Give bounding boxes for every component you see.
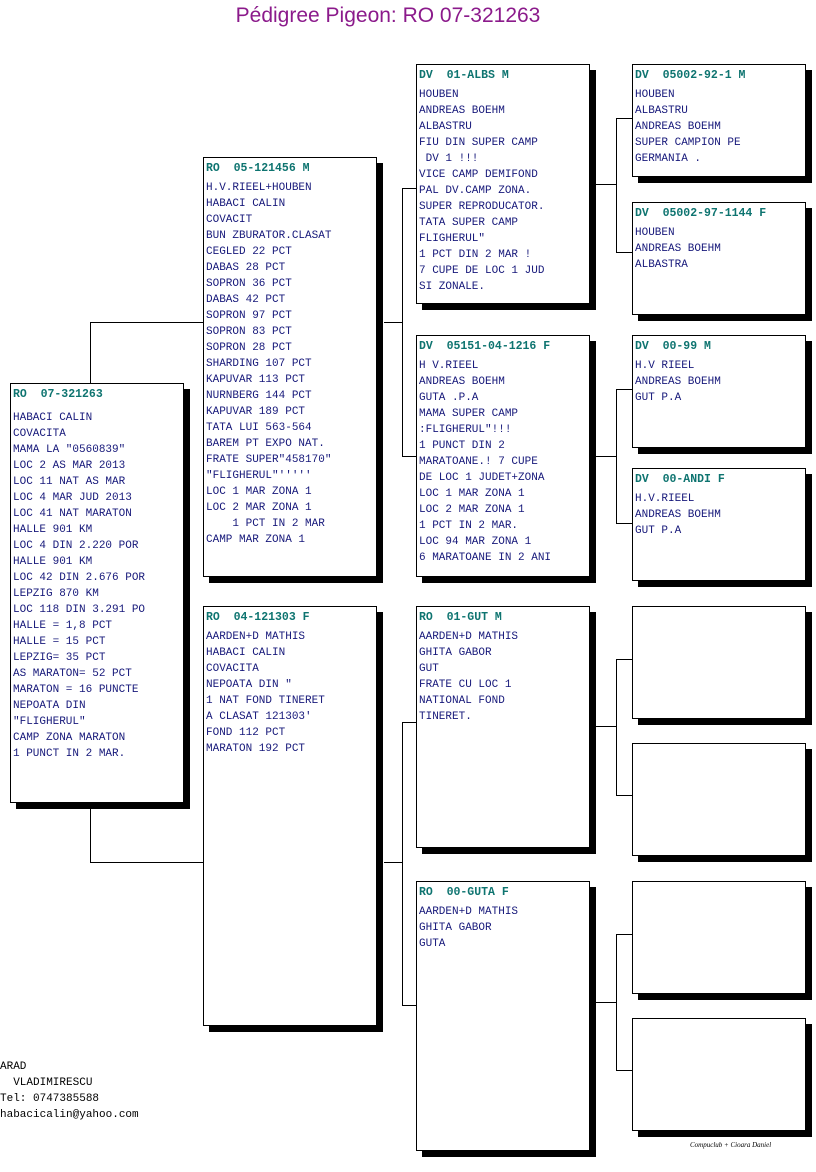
text-line: LOC 11 NAT AS MAR: [13, 476, 126, 488]
text-line: FOND 112 PCT: [206, 727, 286, 739]
text-line: FRATE CU LOC 1: [419, 679, 512, 691]
text-line: LOC 94 MAR ZONA 1: [419, 536, 532, 548]
text-line: LOC 118 DIN 3.291 PO: [13, 604, 146, 616]
text-line: BUN ZBURATOR.CLASAT: [206, 230, 332, 242]
empty-pigeon-card: [632, 881, 806, 994]
text-line: LEPZIG= 35 PCT: [13, 652, 106, 664]
connector: [616, 659, 617, 795]
text-line: FRATE SUPER"458170": [206, 454, 332, 466]
ring-number: DV 00-99 M: [635, 340, 711, 353]
connector: [90, 322, 204, 323]
ring-number: DV 05002-97-1144 F: [635, 207, 767, 220]
text-line: A CLASAT 121303': [206, 711, 312, 723]
text-line: PAL DV.CAMP ZONA.: [419, 185, 532, 197]
page-title: Pédigree Pigeon: RO 07-321263: [235, 4, 541, 27]
text-line: AARDEN+D MATHIS: [419, 631, 519, 643]
text-line: COVACIT: [206, 214, 253, 226]
pigeon-notes: [635, 358, 804, 406]
text-line: GHITA GABOR: [419, 922, 492, 934]
text-line: CEGLED 22 PCT: [206, 246, 292, 258]
connector: [90, 862, 204, 863]
ring-number: DV 00-ANDI F: [635, 473, 725, 486]
text-line: LOC 42 DIN 2.676 POR: [13, 572, 146, 584]
dam-dam-card: [416, 881, 590, 1151]
text-line: GUTA: [419, 938, 446, 950]
text-line: "FLIGHERUL": [13, 716, 86, 728]
connector: [90, 322, 91, 384]
text-line: HALLE = 15 PCT: [13, 636, 106, 648]
text-line: 6 MARATOANE IN 2 ANI: [419, 552, 552, 564]
text-line: H.V.RIEEL: [635, 493, 695, 505]
text-line: 1 PCT IN 2 MAR.: [419, 520, 519, 532]
text-line: TINERET.: [419, 711, 472, 723]
connector: [616, 389, 617, 523]
text-line: SOPRON 83 PCT: [206, 326, 292, 338]
text-line: ARAD: [0, 1061, 27, 1073]
text-line: NURNBERG 144 PCT: [206, 390, 312, 402]
text-line: DABAS 42 PCT: [206, 294, 286, 306]
subject-pigeon-card: [10, 383, 184, 803]
text-line: KAPUVAR 113 PCT: [206, 374, 306, 386]
connector: [616, 934, 617, 1070]
text-line: DABAS 28 PCT: [206, 262, 286, 274]
sire-dam-card: [416, 335, 590, 577]
great-grandparent-card: [632, 202, 806, 315]
text-line: DE LOC 1 JUDET+ZONA: [419, 472, 545, 484]
text-line: GUT: [419, 663, 439, 675]
sire-sire-card: [416, 64, 590, 304]
text-line: ALBASTRA: [635, 259, 688, 271]
text-line: VLADIMIRESCU: [0, 1077, 93, 1089]
connector: [596, 1002, 616, 1003]
text-line: CAMP MAR ZONA 1: [206, 534, 306, 546]
pigeon-notes: [635, 225, 804, 273]
text-line: SOPRON 28 PCT: [206, 342, 292, 354]
pigeon-notes: [206, 180, 375, 548]
dam-card: [203, 606, 377, 1026]
text-line: HOUBEN: [635, 89, 675, 101]
software-credit: Compuclub + Cioara Daniel: [690, 1141, 772, 1149]
text-line: habacicalin@yahoo.com: [0, 1109, 139, 1121]
empty-pigeon-card: [632, 743, 806, 856]
connector: [616, 252, 633, 253]
pigeon-notes: [419, 629, 588, 725]
owner-contact: [0, 1059, 139, 1123]
text-line: MARATOANE.! 7 CUPE: [419, 456, 538, 468]
text-line: GHITA GABOR: [419, 647, 492, 659]
text-line: SOPRON 97 PCT: [206, 310, 292, 322]
text-line: HABACI CALIN: [206, 647, 286, 659]
text-line: COVACITA: [13, 428, 66, 440]
text-line: LOC 41 NAT MARATON: [13, 508, 132, 520]
text-line: H.V.RIEEL+HOUBEN: [206, 182, 312, 194]
great-grandparent-card: [632, 64, 806, 177]
text-line: DV 1 !!!: [419, 153, 479, 165]
text-line: KAPUVAR 189 PCT: [206, 406, 306, 418]
text-line: HOUBEN: [419, 89, 459, 101]
text-line: HOUBEN: [635, 227, 675, 239]
text-line: SI ZONALE.: [419, 281, 486, 293]
text-line: HALLE 901 KM: [13, 524, 93, 536]
connector: [402, 722, 403, 1005]
text-line: AARDEN+D MATHIS: [206, 631, 306, 643]
text-line: GUTA .P.A: [419, 392, 479, 404]
sire-card: [203, 157, 377, 577]
pigeon-notes: [419, 358, 588, 566]
ring-number: DV 05151-04-1216 F: [419, 340, 551, 353]
text-line: 1 PUNCT IN 2 MAR.: [13, 748, 126, 760]
text-line: ANDREAS BOEHM: [419, 376, 505, 388]
pigeon-notes: [419, 904, 588, 952]
connector: [616, 389, 633, 390]
text-line: SOPRON 36 PCT: [206, 278, 292, 290]
text-line: LOC 2 MAR ZONA 1: [419, 504, 525, 516]
text-line: ANDREAS BOEHM: [635, 509, 721, 521]
text-line: TATA SUPER CAMP: [419, 217, 519, 229]
text-line: :FLIGHERUL"!!!: [419, 424, 512, 436]
connector: [616, 1070, 633, 1071]
text-line: 7 CUPE DE LOC 1 JUD: [419, 265, 545, 277]
text-line: HALLE 901 KM: [13, 556, 93, 568]
text-line: SUPER REPRODUCATOR.: [419, 201, 545, 213]
ring-number: RO 01-GUT M: [419, 611, 502, 624]
ring-number: DV 01-ALBS M: [419, 69, 509, 82]
connector: [596, 184, 616, 185]
ring-number: RO 04-121303 F: [206, 611, 310, 624]
connector: [616, 523, 633, 524]
text-line: FIU DIN SUPER CAMP: [419, 137, 538, 149]
text-line: VICE CAMP DEMIFOND: [419, 169, 538, 181]
ring-number: DV 05002-92-1 M: [635, 69, 746, 82]
connector: [402, 722, 417, 723]
text-line: MARATON = 16 PUNCTE: [13, 684, 139, 696]
text-line: "FLIGHERUL"''''': [206, 470, 312, 482]
text-line: ANDREAS BOEHM: [635, 121, 721, 133]
text-line: ALBASTRU: [419, 121, 472, 133]
text-line: LOC 2 MAR ZONA 1: [206, 502, 312, 514]
text-line: GERMANIA .: [635, 153, 702, 165]
ring-number: RO 07-321263: [13, 388, 103, 401]
text-line: 1 NAT FOND TINERET: [206, 695, 325, 707]
text-line: 1 PCT DIN 2 MAR !: [419, 249, 532, 261]
text-line: ANDREAS BOEHM: [635, 376, 721, 388]
text-line: CAMP ZONA MARATON: [13, 732, 126, 744]
pigeon-notes: [635, 87, 804, 167]
ring-number: RO 05-121456 M: [206, 162, 310, 175]
text-line: SHARDING 107 PCT: [206, 358, 312, 370]
text-line: SUPER CAMPION PE: [635, 137, 741, 149]
text-line: H.V RIEEL: [635, 360, 695, 372]
great-grandparent-card: [632, 468, 806, 581]
text-line: MARATON 192 PCT: [206, 743, 306, 755]
text-line: ALBASTRU: [635, 105, 688, 117]
pigeon-notes: [419, 87, 588, 295]
text-line: 1 PCT IN 2 MAR: [206, 518, 325, 530]
text-line: NEPOATA DIN ": [206, 679, 292, 691]
text-line: LOC 4 DIN 2.220 POR: [13, 540, 139, 552]
text-line: GUT P.A: [635, 392, 682, 404]
dam-sire-card: [416, 606, 590, 848]
text-line: NATIONAL FOND: [419, 695, 505, 707]
text-line: LOC 4 MAR JUD 2013: [13, 492, 132, 504]
pigeon-notes: [206, 629, 375, 757]
pigeon-notes: [13, 410, 182, 762]
text-line: AARDEN+D MATHIS: [419, 906, 519, 918]
connector: [402, 188, 417, 189]
text-line: LEPZIG 870 KM: [13, 588, 99, 600]
text-line: COVACITA: [206, 663, 259, 675]
text-line: HALLE = 1,8 PCT: [13, 620, 113, 632]
connector: [616, 118, 633, 119]
great-grandparent-card: [632, 335, 806, 448]
connector: [402, 456, 417, 457]
connector: [616, 795, 633, 796]
connector: [90, 808, 91, 863]
text-line: LOC 2 AS MAR 2013: [13, 460, 126, 472]
text-line: ANDREAS BOEHM: [635, 243, 721, 255]
text-line: TATA LUI 563-564: [206, 422, 312, 434]
text-line: BAREM PT EXPO NAT.: [206, 438, 325, 450]
text-line: GUT P.A: [635, 525, 682, 537]
text-line: ANDREAS BOEHM: [419, 105, 505, 117]
ring-number: RO 00-GUTA F: [419, 886, 509, 899]
pigeon-notes: [635, 491, 804, 539]
connector: [384, 322, 402, 323]
connector: [402, 188, 403, 456]
empty-pigeon-card: [632, 1018, 806, 1131]
connector: [384, 862, 402, 863]
text-line: LOC 1 MAR ZONA 1: [206, 486, 312, 498]
connector: [402, 1005, 417, 1006]
text-line: LOC 1 MAR ZONA 1: [419, 488, 525, 500]
text-line: H V.RIEEL: [419, 360, 479, 372]
text-line: Tel: 0747385588: [0, 1093, 100, 1105]
text-line: HABACI CALIN: [206, 198, 286, 210]
text-line: FLIGHERUL": [419, 233, 486, 245]
text-line: MAMA SUPER CAMP: [419, 408, 519, 420]
text-line: HABACI CALIN: [13, 412, 93, 424]
connector: [616, 934, 633, 935]
text-line: MAMA LA "0560839": [13, 444, 126, 456]
text-line: NEPOATA DIN: [13, 700, 86, 712]
connector: [616, 659, 633, 660]
connector: [596, 726, 616, 727]
empty-pigeon-card: [632, 606, 806, 719]
text-line: AS MARATON= 52 PCT: [13, 668, 132, 680]
connector: [596, 456, 616, 457]
connector: [616, 118, 617, 252]
text-line: 1 PUNCT DIN 2: [419, 440, 505, 452]
